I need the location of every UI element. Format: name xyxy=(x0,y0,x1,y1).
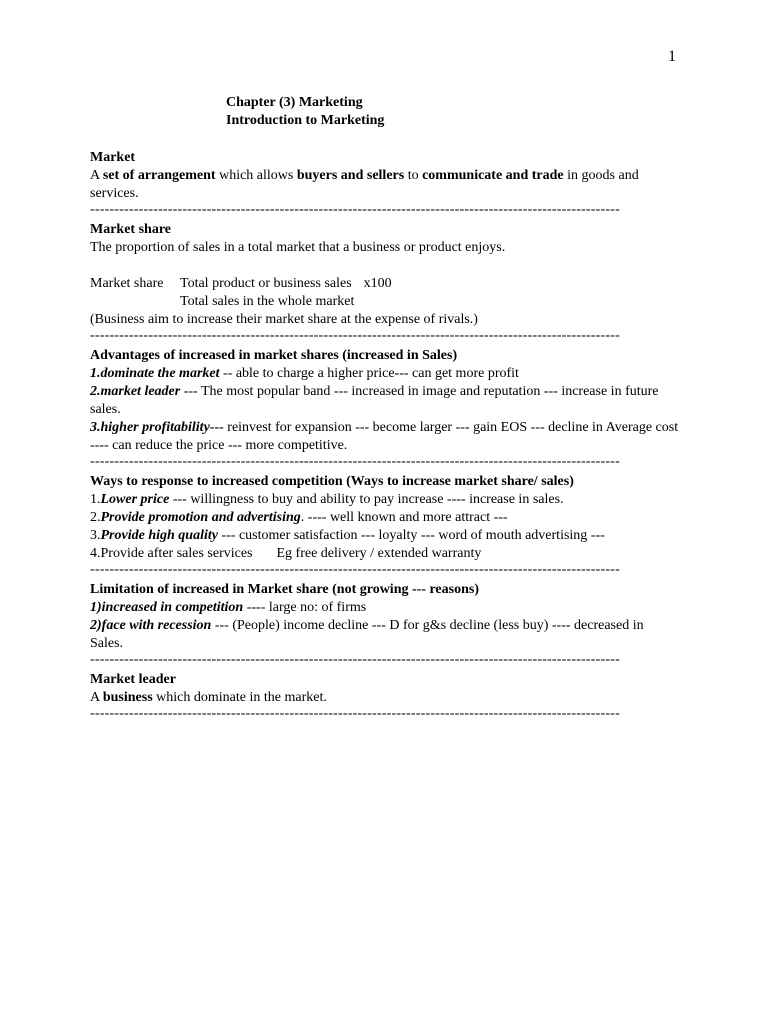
item-text: --- willingness to buy and ability to pay increase ---- increase in sales. xyxy=(169,492,564,507)
market-share-definition: The proportion of sales in a total market that a business or product enjoys. xyxy=(90,240,506,255)
chapter-heading: Chapter (3) Marketing xyxy=(226,95,363,110)
document-body xyxy=(90,149,680,725)
text-run: to xyxy=(404,168,423,183)
section-heading-market-leader: Market leader xyxy=(90,672,176,687)
text-run: in goods and services. xyxy=(90,168,639,201)
text-run: which allows xyxy=(215,168,297,183)
item-title: 1.dominate the market xyxy=(90,366,220,381)
chapter-subheading: Introduction to Marketing xyxy=(226,113,385,128)
item-number: 2. xyxy=(90,510,101,525)
market-leader-definition xyxy=(90,689,680,707)
text-run: which dominate in the market. xyxy=(152,690,327,705)
bold-run: business xyxy=(102,690,153,705)
limitation-item xyxy=(90,599,680,617)
spacer xyxy=(90,257,680,275)
section-ways xyxy=(90,473,680,563)
page-number: 1 xyxy=(668,48,676,65)
item-text: --- The most popular band --- increased in image and reputation --- increase in future sales. xyxy=(90,384,659,417)
advantage-item xyxy=(90,419,680,455)
advantage-item xyxy=(90,365,680,383)
formula-numerator: Total product or business sales xyxy=(180,276,352,291)
section-divider: ------------------------------------------------------------------------------------------------------------- xyxy=(90,455,620,469)
formula-row xyxy=(90,275,680,293)
item-title: 2.market leader xyxy=(90,384,181,399)
ways-item xyxy=(90,491,680,509)
item-text: . ---- well known and more attract --- xyxy=(300,510,508,525)
ways-item xyxy=(90,509,680,527)
section-heading-market: Market xyxy=(90,150,136,165)
formula-multiplier: x100 xyxy=(363,276,392,291)
section-divider: ------------------------------------------------------------------------------------------------------------- xyxy=(90,203,620,217)
limitation-item xyxy=(90,617,680,653)
section-divider: ------------------------------------------------------------------------------------------------------------- xyxy=(90,329,620,343)
section-market xyxy=(90,149,680,203)
section-market-share xyxy=(90,221,680,329)
section-advantages xyxy=(90,347,680,455)
item-number: 1. xyxy=(90,492,101,507)
bold-run: set of arrangement xyxy=(102,168,216,183)
advantage-item xyxy=(90,383,680,419)
section-heading-advantages: Advantages of increased in market shares (increased in Sales) xyxy=(90,348,458,363)
item-title: Provide promotion and advertising xyxy=(100,510,301,525)
section-limitation xyxy=(90,581,680,653)
item-title: 2)face with recession xyxy=(90,618,212,633)
section-divider: ------------------------------------------------------------------------------------------------------------- xyxy=(90,707,620,721)
section-divider: ------------------------------------------------------------------------------------------------------------- xyxy=(90,653,620,667)
ways-item xyxy=(90,545,680,563)
market-share-note: (Business aim to increase their market share at the expense of rivals.) xyxy=(90,312,478,327)
section-heading-market-share: Market share xyxy=(90,222,171,237)
item-example: Eg free delivery / extended warranty xyxy=(276,546,482,561)
text-run: A xyxy=(90,690,103,705)
chapter-title xyxy=(226,94,384,130)
item-number: 3. xyxy=(90,528,101,543)
section-market-leader xyxy=(90,671,680,707)
section-heading-limitation: Limitation of increased in Market share (not growing --- reasons) xyxy=(90,582,479,597)
section-heading-ways: Ways to response to increased competition (Ways to increase market share/ sales) xyxy=(90,474,574,489)
formula-denominator: Total sales in the whole market xyxy=(180,294,355,309)
item-text: ---- large no: of firms xyxy=(243,600,367,615)
item-text: reinvest for expansion --- become larger --- gain EOS --- decline in Average cost ---- can reduce the price --- more competitive. xyxy=(90,420,679,453)
item-text: 4.Provide after sales services xyxy=(90,546,253,561)
market-definition xyxy=(90,167,680,203)
text-run: A xyxy=(90,168,103,183)
item-text: -- able to charge a higher price--- can get more profit xyxy=(219,366,519,381)
item-title: 3.higher profitability--- xyxy=(90,420,224,435)
bold-run: communicate and trade xyxy=(422,168,564,183)
item-text: --- (People) income decline --- D for g&s decline (less buy) ---- decreased in Sales. xyxy=(90,618,644,651)
section-divider: ------------------------------------------------------------------------------------------------------------- xyxy=(90,563,620,577)
bold-run: buyers and sellers xyxy=(296,168,405,183)
item-text: --- customer satisfaction --- loyalty --- word of mouth advertising --- xyxy=(217,528,605,543)
item-title: Lower price xyxy=(100,492,170,507)
formula-label: Market share xyxy=(90,276,164,291)
item-title: 1)increased in competition xyxy=(90,600,244,615)
ways-item xyxy=(90,527,680,545)
item-title: Provide high quality xyxy=(100,528,218,543)
